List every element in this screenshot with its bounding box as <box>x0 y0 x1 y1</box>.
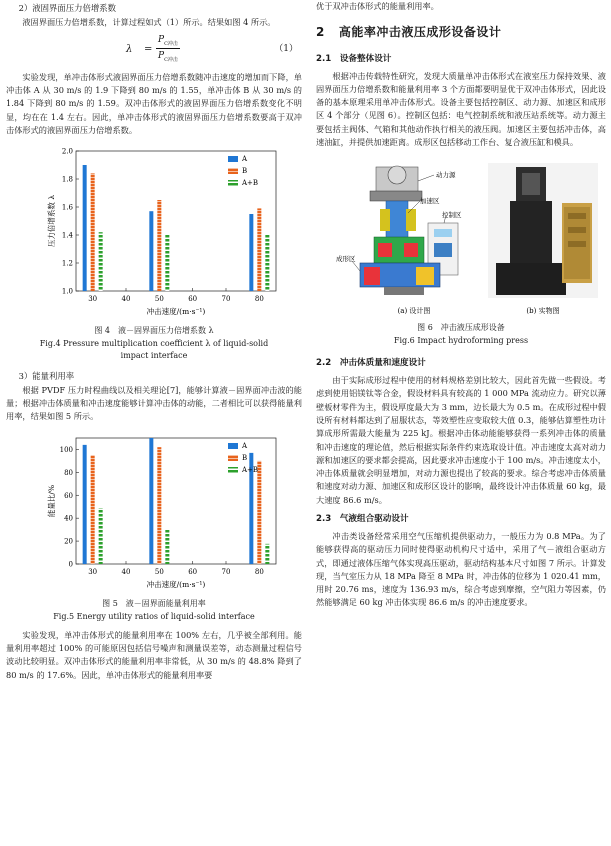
legend-swatch-B <box>228 455 238 461</box>
x-tick-label: 40 <box>121 567 131 576</box>
paragraph-2-1: 根据冲击传载特性研究，发现大质量单冲击体形式在液室压力保持效果、液固界面压力倍增系数和能量利用率 3 个方面都要明显优于双冲击体形式，因此设备的基本原理采用单冲击体形式。设备主要包括控制区、动力源、加速区和成形区 4 个部分（见图 6）。控制区包括：电气控制系统和液压站系统等。动力源主要包括主阀体、气箱和其他动作执行相关的液压阀。加速区主要包括冲击体，高速油缸，并提供加速距离。成形区包括移动工作台、复合液压缸和模具。 <box>316 70 606 148</box>
equation-number: （1） <box>274 43 298 54</box>
right-column <box>316 0 606 610</box>
legend-swatch-A+B <box>228 467 238 473</box>
figure-6-svg <box>316 153 606 318</box>
bar-A-30 <box>83 445 87 564</box>
y-tick-label: 60 <box>64 491 73 500</box>
y-tick-label: 1.4 <box>61 231 73 240</box>
y-tick-label: 40 <box>64 514 73 523</box>
x-axis-label: 冲击速度/(m·s⁻¹) <box>146 307 206 317</box>
equation-equals: = <box>144 43 153 55</box>
bar-A+B-30 <box>99 232 103 291</box>
y-tick-label: 80 <box>64 468 73 477</box>
x-tick-label: 70 <box>221 567 231 576</box>
bar-A-50 <box>149 438 153 564</box>
paragraph-ratio-result: 实验发现，单冲击体形式液固界面压力倍增系数随冲击速度的增加而下降，单冲击体 A 从 30 m/s 的 1.9 下降到 80 m/s 的 1.55，单冲击体 B 从 30 m/s 的 1.84 下降到 80 m/s 的 1.59。双冲击体形式的液固界面压力倍增系数变化不明显，均在在 1.4 左右。因此，单冲击体形式的液固界面压力倍增系数要高于双冲击体形式的液固界面压力倍增系数。 <box>6 71 302 136</box>
bar-A-80 <box>249 214 253 291</box>
x-tick-label: 40 <box>121 295 131 304</box>
y-tick-label: 2.0 <box>61 147 73 156</box>
paragraph-2-2: 由于实际成形过程中使用的材料规格差别比较大，因此首先做一些假设。考虑到使用铝镁钛等合金，假设材料具有较高的 1 000 MPa 流动应力。研究以薄壁板材零件为主，假设厚度最大为 3 mm，边长最大为 0.5 m。在成形过程中假设所有材料都达到了屈服状态，等效塑性应变取较大值 0.3，能够估算塑性功计算成形所需最大能量为 225 kJ。根据冲击体动能能够获得一系列冲击体的质量和冲击速度的理论值，然后根据实际条件约束选取设计值。冲击速度太高对动力源和加速区的要求都会提高，因此要求冲击速度小于 100 m/s。冲击速度太小，冲击体质量就会明显增加，对动力源也提出了较高的要求。综合考虑冲击体质量和速度对动力源、加速区和成形区设计的影响，最终设计冲击体质量 60 kg，最大速度 86.6 m/s。 <box>316 375 606 505</box>
figure-5-chart <box>6 430 302 596</box>
y-axis-label: 压力倍增系数 λ <box>47 195 56 248</box>
figure-4-caption-en: Fig.4 Pressure multiplication coefficient λ of liquid-solid impact interface <box>39 339 269 361</box>
y-tick-label: 1.6 <box>61 203 73 212</box>
figure-6a-label: (a) 设计图 <box>397 307 431 316</box>
equation-lhs: λ <box>126 43 133 55</box>
equation-numerator-sub: C冲击 <box>164 40 178 47</box>
x-tick-label: 70 <box>221 295 231 304</box>
equation-1 <box>6 33 302 65</box>
y-tick-label: 1.0 <box>61 287 73 296</box>
bar-A-30 <box>83 165 87 291</box>
figure-5-svg <box>6 430 302 596</box>
x-tick-label: 30 <box>88 295 98 304</box>
paragraph-ratio-intro: 液固界面压力倍增系数，计算过程如式（1）所示。结果如图 4 所示。 <box>22 16 276 27</box>
bar-B-50 <box>157 200 161 291</box>
label-power-source: 动力源 <box>436 171 456 180</box>
legend-swatch-B <box>228 168 238 174</box>
label-acceleration: 加速区 <box>420 197 440 206</box>
section-heading-pressure-ratio: 2）液固界面压力倍增系数 <box>18 3 117 13</box>
section-heading-energy: 3）能量利用率 <box>18 371 75 382</box>
bar-B-50 <box>157 447 161 564</box>
bar-A+B-30 <box>99 508 103 564</box>
figure-5-caption-zh: 图 5 液－固界面能量利用率 <box>102 598 206 608</box>
y-axis-label: 能量比/% <box>47 484 56 517</box>
figure-4-svg <box>6 143 302 323</box>
y-tick-label: 1.8 <box>61 175 73 184</box>
bar-B-30 <box>91 455 95 564</box>
x-tick-label: 50 <box>154 295 164 304</box>
subsection-2-2-heading: 2.2 冲击体质量和速度设计 <box>316 358 426 369</box>
figure-5-caption-en: Fig.5 Energy utility ratios of liquid-solid interface <box>53 611 255 621</box>
x-tick-label: 80 <box>254 567 264 576</box>
bar-A+B-80 <box>265 235 269 291</box>
bar-B-30 <box>91 174 95 292</box>
y-tick-label: 20 <box>64 537 73 546</box>
paragraph-energy-result: 实验发现，单冲击体形式的能量利用率在 100% 左右，几乎被全部利用。能量利用率超过 100% 的可能原因包括信号噪声和测量误差等，动态测量过程信号波动比较明显。双冲击体形式的能量利用率非常低，从 30 m/s 的 48.8% 降到了 80 m/s 的 17.6%。因此，单冲击体形式的能量利用率要 <box>6 629 302 680</box>
figure-6-design-drawing <box>352 163 476 298</box>
subsection-2-3-heading: 2.3 气液组合驱动设计 <box>316 514 409 525</box>
bar-B-80 <box>257 461 261 564</box>
label-forming: 成形区 <box>336 255 356 264</box>
label-control: 控制区 <box>442 211 462 220</box>
equation-fraction <box>156 33 180 64</box>
x-tick-label: 80 <box>254 295 264 304</box>
left-column <box>6 0 302 682</box>
x-tick-label: 60 <box>188 295 198 304</box>
subsection-2-1-heading: 2.1 设备整体设计 <box>316 53 392 64</box>
bar-B-80 <box>257 209 261 292</box>
x-axis-label: 冲击速度/(m·s⁻¹) <box>146 579 206 589</box>
paragraph-continuation: 优于双冲击体形式的能量利用率。 <box>316 1 439 11</box>
equation-denominator: P <box>158 50 165 61</box>
legend-label-A+B: A+B <box>242 179 259 188</box>
y-tick-label: 0 <box>68 560 73 569</box>
paragraph-energy-intro: 根据 PVDF 压力时程曲线以及相关理论[7]，能够计算液－固界面冲击波的能量；根据冲击体质量和冲击速度能够计算冲击体的动能，二者相比可以获得能量利用率，结果如图 5 所示。 <box>6 384 302 422</box>
bar-A+B-80 <box>265 544 269 564</box>
figure-6-caption-zh: 图 6 冲击液压成形设备 <box>417 323 505 333</box>
bar-A+B-50 <box>165 234 169 291</box>
legend-label-B: B <box>242 167 248 176</box>
equation-numerator: P <box>158 34 165 45</box>
figure-6b-label: (b) 实物图 <box>526 307 560 316</box>
equation-denominator-sub: C冲击 <box>164 56 178 63</box>
y-tick-label: 100 <box>59 445 73 454</box>
figure-6-caption-en: Fig.6 Impact hydroforming press <box>393 336 529 346</box>
x-tick-label: 30 <box>88 567 98 576</box>
bar-A-50 <box>149 211 153 291</box>
bar-A+B-50 <box>165 529 169 563</box>
legend-swatch-A <box>228 156 238 162</box>
paragraph-2-3: 冲击类设备经常采用空气压缩机提供驱动力，一般压力为 0.8 MPa。为了能够获得高的驱动压力同时使得驱动机构尺寸适中，采用了气－液组合驱动方式，即通过液体压缩气体实现高压驱动，驱动结构基本尺寸如图 7 所示。计算发现，当气室压力从 18 MPa 降至 8 MPa 时，冲击体的位移为 1 020.41 mm，用时 20.76 ms，速度为 136.93 m/s，综合考虑到摩擦，空气阻力等因素，仍然能够满足 60 kg 冲击体实现 86.6 m/s 的冲击速度要求。 <box>316 530 606 608</box>
legend-swatch-A+B <box>228 180 238 186</box>
figure-4-caption-zh: 图 4 液－固界面压力倍增系数 λ <box>94 326 214 336</box>
figure-6-photo <box>488 163 598 298</box>
legend-label-B: B <box>242 453 248 462</box>
figure-6 <box>316 153 606 318</box>
section-2-number: 2 <box>316 25 325 40</box>
x-tick-label: 60 <box>188 567 198 576</box>
section-2-heading <box>316 23 606 42</box>
x-tick-label: 50 <box>154 567 164 576</box>
legend-label-A+B: A+B <box>242 465 259 474</box>
legend-label-A: A <box>242 441 248 450</box>
legend-label-A: A <box>242 155 248 164</box>
figure-4-chart <box>6 143 302 323</box>
y-tick-label: 1.2 <box>61 259 73 268</box>
legend-swatch-A <box>228 443 238 449</box>
section-2-title: 高能率冲击液压成形设备设计 <box>338 25 502 40</box>
